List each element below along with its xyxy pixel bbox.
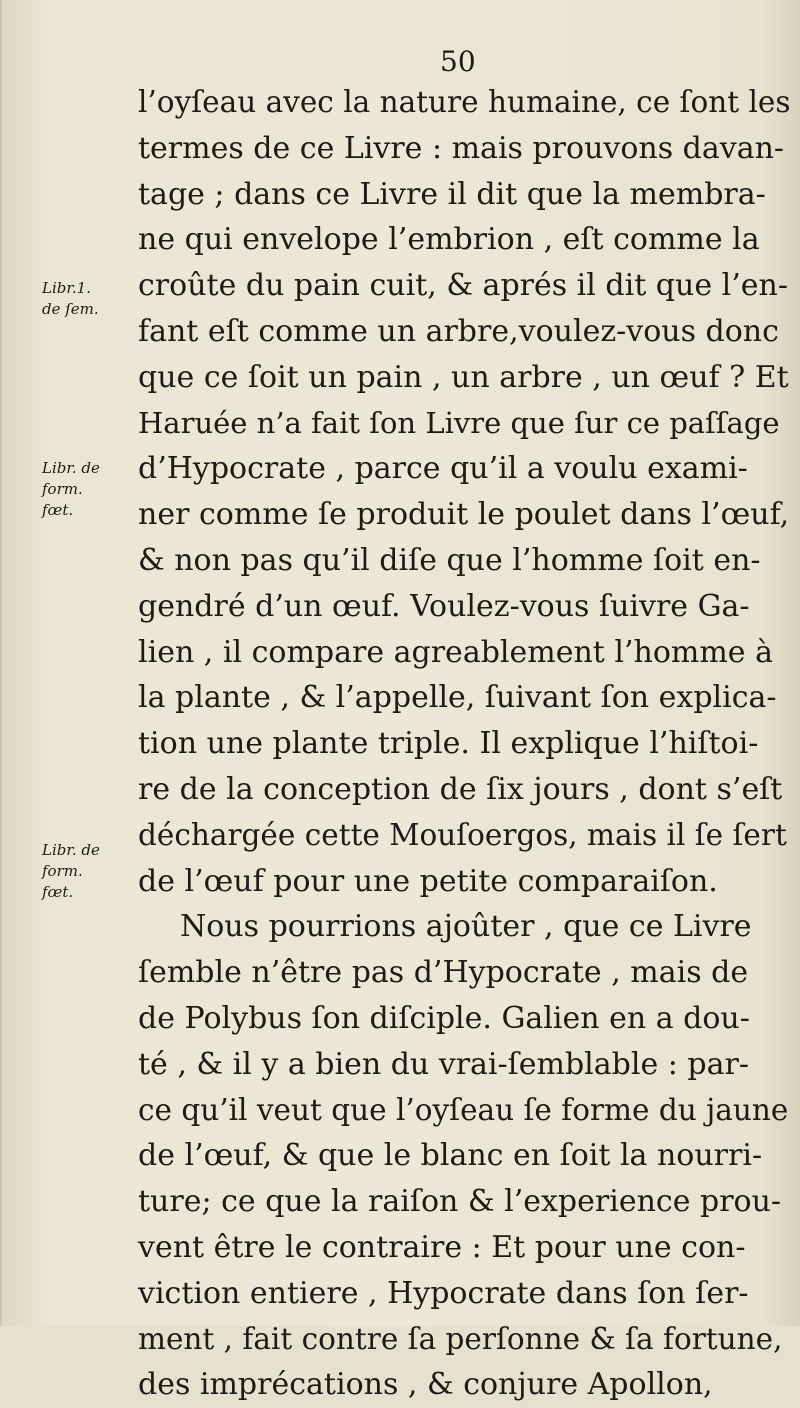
margin-note-line: form. <box>42 862 83 880</box>
body-text <box>138 80 790 1408</box>
text-line: fant eſt comme un arbre,voulez-vous donc <box>138 313 779 349</box>
text-line: que ce ſoit un pain , un arbre , un œuf ? Et <box>138 359 789 395</box>
text-line: de l’œuf, & que le blanc en ſoit la nourri- <box>138 1138 763 1174</box>
text-line: l’oyſeau avec la nature humaine, ce ſont les <box>138 85 791 119</box>
text-line: Nous pourrions ajoûter , que ce Livre <box>180 909 752 945</box>
text-line: re de la conception de ſix jours , dont s’eſt <box>138 771 783 807</box>
text-line: ture; ce que la raiſon & l’experience prou- <box>138 1184 782 1220</box>
margin-note-line: fœt. <box>42 501 74 519</box>
text-line: la plante , & l’appelle, ſuivant ſon explica- <box>138 680 777 716</box>
text-line: gendré d’un œuf. Voulez-vous ſuivre Ga- <box>138 588 750 624</box>
text-line: d’Hypocrate , parce qu’il a voulu exami- <box>138 451 748 487</box>
text-line: viction entiere , Hypocrate dans ſon ſer- <box>138 1275 749 1311</box>
text-line: des imprécations , & conjure Apollon, <box>138 1367 713 1403</box>
text-line: ce qu’il veut que l’oyſeau ſe forme du jaune <box>138 1092 789 1127</box>
text-line: déchargée cette Mouſoergos, mais il ſe ſert <box>138 817 787 852</box>
text-line: ment , fait contre ſa perſonne & ſa fortune, <box>138 1321 783 1356</box>
margin-note <box>42 278 99 320</box>
page-edge <box>0 0 2 1326</box>
margin-note-line: fœt. <box>42 883 74 901</box>
text-line: termes de ce Livre : mais prouvons davan- <box>138 130 785 166</box>
text-line: & non pas qu’il diſe que l’homme ſoit en- <box>138 542 761 578</box>
margin-note-line: Libr.1. <box>42 279 91 297</box>
margin-note-line: de ſem. <box>42 300 99 318</box>
page-number: 50 <box>440 45 476 78</box>
text-line: de l’œuf pour une petite comparaiſon. <box>138 863 718 899</box>
text-line: vent être le contraire : Et pour une con- <box>138 1229 746 1265</box>
margin-note-line: form. <box>42 480 83 498</box>
text-line: lien , il compare agreablement l’homme à <box>138 634 773 670</box>
text-line: tage ; dans ce Livre il dit que la membra- <box>138 176 766 212</box>
text-line: croûte du pain cuit, & aprés il dit que l’en- <box>138 268 788 304</box>
margin-note-line: Libr. de <box>42 841 100 859</box>
text-line: ſemble n’être pas d’Hypocrate , mais de <box>138 955 749 991</box>
text-line: tion une plante triple. Il explique l’hiſtoi- <box>138 726 759 762</box>
text-line: té , & il y a bien du vrai-ſemblable : par- <box>138 1046 749 1082</box>
margin-note <box>42 840 100 903</box>
text-line: Haruée n’a fait ſon Livre que ſur ce paſſage <box>138 405 780 440</box>
text-line: ne qui envelope l’embrion , eſt comme la <box>138 222 760 258</box>
margin-note <box>42 458 100 521</box>
margin-note-line: Libr. de <box>42 459 100 477</box>
text-line: ner comme ſe produit le poulet dans l’œuf, <box>138 497 790 533</box>
text-line: de Polybus ſon diſciple. Galien en a dou- <box>138 1000 750 1036</box>
